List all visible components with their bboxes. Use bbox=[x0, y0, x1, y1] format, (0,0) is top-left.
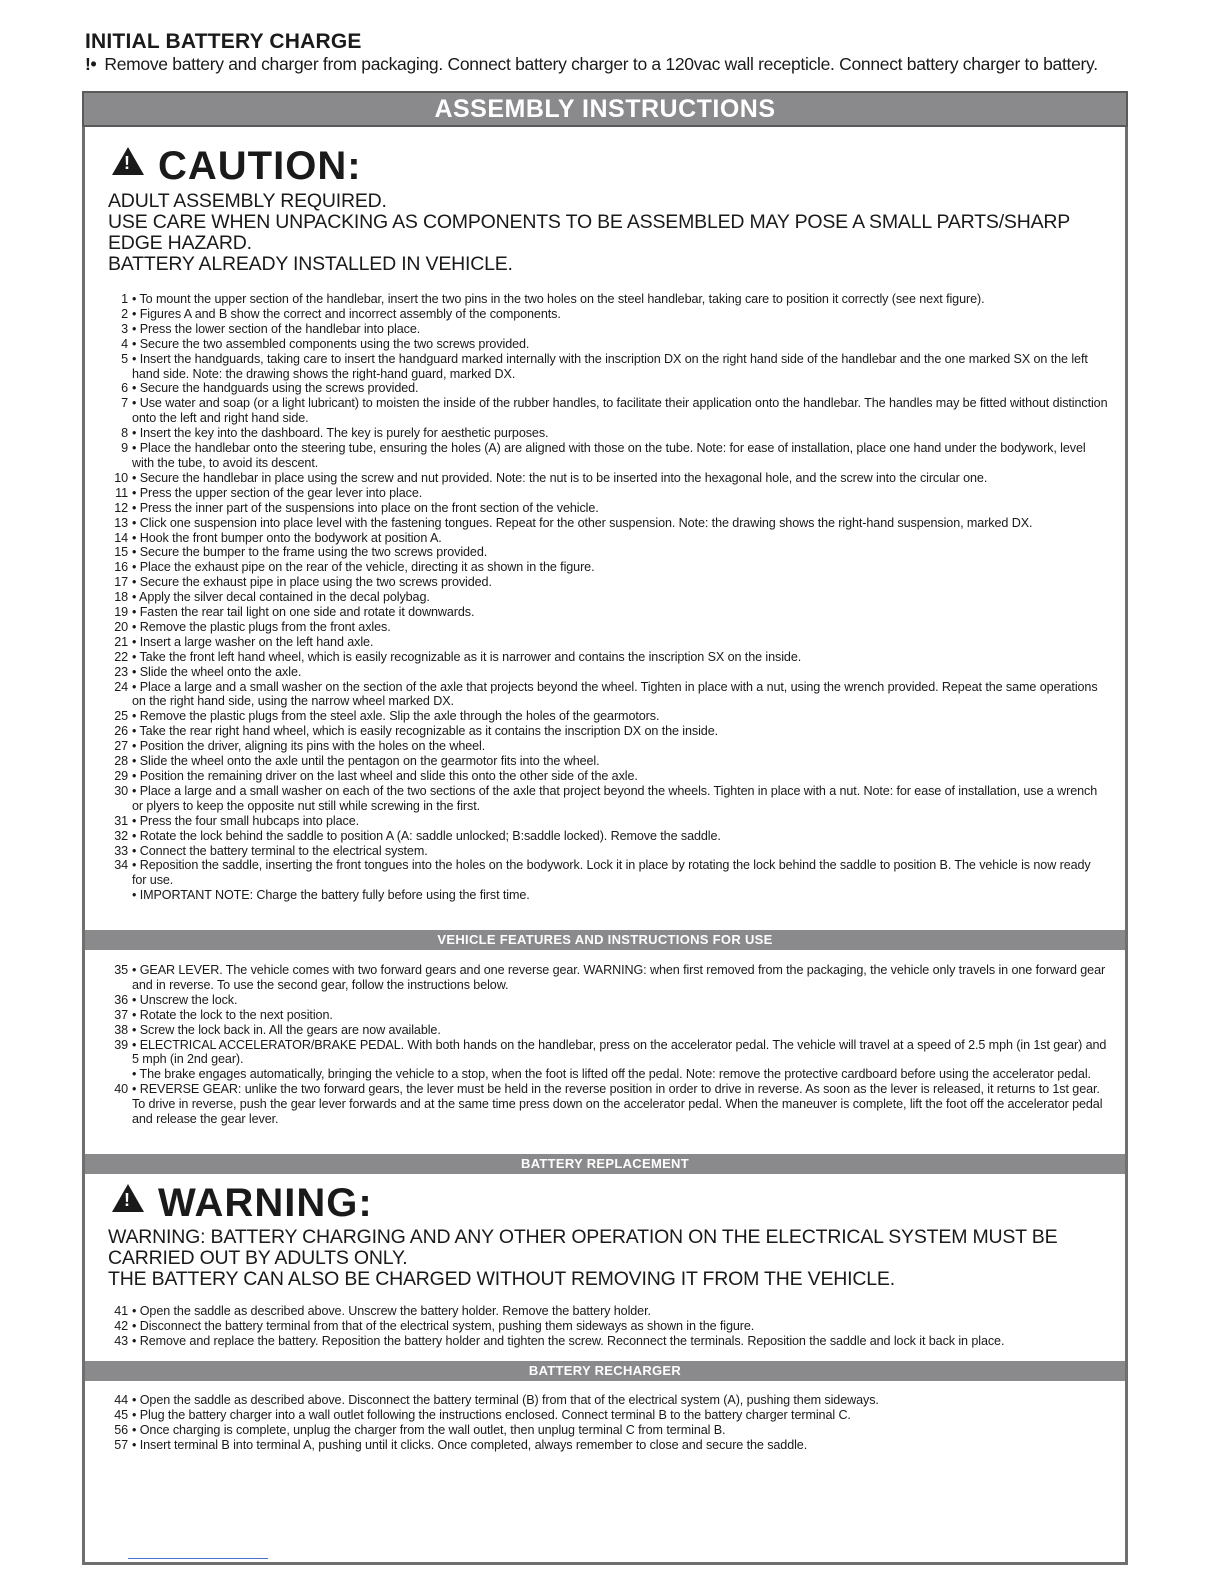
step-text: • To mount the upper section of the handlebar, insert the two pins in the two holes on the steel handlebar, taking care to position it correctly (see next figure). bbox=[128, 292, 1108, 307]
instruction-step bbox=[108, 724, 1108, 739]
step-number: 37 bbox=[114, 1007, 128, 1022]
step-number: 13 bbox=[114, 515, 128, 530]
step-text: • IMPORTANT NOTE: Charge the battery fully before using the first time. bbox=[128, 888, 1108, 903]
step-number: 28 bbox=[114, 754, 128, 769]
assembly-steps-list bbox=[108, 292, 1108, 903]
initial-charge-instruction bbox=[85, 54, 1098, 75]
step-number: 33 bbox=[114, 843, 128, 858]
step-number: 16 bbox=[114, 560, 128, 575]
instruction-step bbox=[108, 1038, 1108, 1068]
step-text: • Open the saddle as described above. Disconnect the battery terminal (B) from that of the electrical system (A), pushing them sideways. bbox=[128, 1393, 1108, 1408]
step-text: • Slide the wheel onto the axle. bbox=[128, 665, 1108, 680]
step-text: • ELECTRICAL ACCELERATOR/BRAKE PEDAL. With both hands on the handlebar, press on the accelerator pedal. The vehicle will travel at a speed of 2.5 mph (in 1st gear) and 5 mph (in 2nd gear). bbox=[128, 1038, 1108, 1068]
caution-heading bbox=[112, 144, 362, 189]
replacement-steps-list bbox=[108, 1304, 1108, 1349]
caution-heading-text: CAUTION: bbox=[158, 144, 362, 188]
step-text: • Open the saddle as described above. Unscrew the battery holder. Remove the battery holder. bbox=[128, 1304, 1108, 1319]
step-text: • Place a large and a small washer on each of the two sections of the axle that project beyond the wheels. Tighten in place with a nut. Note: for ease of installation, use a wrench or plyers to keep the opposite nut still while screwing in the first. bbox=[128, 784, 1108, 814]
step-text: • GEAR LEVER. The vehicle comes with two forward gears and one reverse gear. WARNING: when first removed from the packaging, the vehicle only travels in one forward gear and in reverse. To use the second gear, follow the instructions below. bbox=[128, 963, 1108, 993]
step-number: 6 bbox=[121, 381, 128, 396]
warning-line: THE BATTERY CAN ALSO BE CHARGED WITHOUT REMOVING IT FROM THE VEHICLE. bbox=[108, 1268, 895, 1290]
instruction-step bbox=[108, 471, 1108, 486]
warning-triangle-icon bbox=[112, 1184, 144, 1212]
step-number bbox=[108, 888, 128, 903]
step-number: 45 bbox=[114, 1407, 128, 1422]
step-text: • Unscrew the lock. bbox=[128, 993, 1108, 1008]
step-text: • Press the lower section of the handlebar into place. bbox=[128, 322, 1108, 337]
step-text: • Remove the plastic plugs from the steel axle. Slip the axle through the holes of the gearmotors. bbox=[128, 709, 1108, 724]
instruction-step bbox=[108, 545, 1108, 560]
step-number: 20 bbox=[114, 619, 128, 634]
instruction-step bbox=[108, 1067, 1108, 1082]
instruction-step bbox=[108, 575, 1108, 590]
instruction-step bbox=[108, 814, 1108, 829]
instruction-step bbox=[108, 665, 1108, 680]
step-text: • Plug the battery charger into a wall outlet following the instructions enclosed. Connect terminal B to the battery charger terminal C. bbox=[128, 1408, 1108, 1423]
step-number: 5 bbox=[121, 351, 128, 366]
instruction-step bbox=[108, 322, 1108, 337]
step-text: • Hook the front bumper onto the bodywork at position A. bbox=[128, 531, 1108, 546]
step-text: • Press the upper section of the gear lever into place. bbox=[128, 486, 1108, 501]
instruction-step bbox=[108, 1008, 1108, 1023]
instruction-step bbox=[108, 486, 1108, 501]
step-number: 57 bbox=[114, 1437, 128, 1452]
step-number: 43 bbox=[114, 1333, 128, 1348]
step-text: • Remove and replace the battery. Reposition the battery holder and tighten the screw. Reconnect the terminals. Reposition the saddle and lock it back in place. bbox=[128, 1334, 1108, 1349]
step-number: 39 bbox=[114, 1037, 128, 1052]
step-number: 21 bbox=[114, 634, 128, 649]
step-number: 7 bbox=[121, 396, 128, 411]
step-text: • Slide the wheel onto the axle until the pentagon on the gearmotor fits into the wheel. bbox=[128, 754, 1108, 769]
step-number: 42 bbox=[114, 1318, 128, 1333]
instruction-step bbox=[108, 1304, 1108, 1319]
step-number: 23 bbox=[114, 664, 128, 679]
step-text: • Fasten the rear tail light on one side and rotate it downwards. bbox=[128, 605, 1108, 620]
step-number: 18 bbox=[114, 590, 128, 605]
warning-heading-text: WARNING: bbox=[158, 1181, 373, 1225]
initial-charge-text: Remove battery and charger from packaging. Connect battery charger to a 120vac wall recepticle. Connect battery charger to battery. bbox=[104, 54, 1098, 74]
step-number: 40 bbox=[114, 1082, 128, 1097]
step-number: 9 bbox=[121, 441, 128, 456]
instruction-step bbox=[108, 516, 1108, 531]
step-text: • Take the front left hand wheel, which is easily recognizable as it is narrower and contains the inscription SX on the inside. bbox=[128, 650, 1108, 665]
caution-line: USE CARE WHEN UNPACKING AS COMPONENTS TO BE ASSEMBLED MAY POSE A SMALL PARTS/SHARP EDGE HAZARD. bbox=[108, 211, 1070, 254]
step-number: 41 bbox=[114, 1304, 128, 1318]
instruction-step bbox=[108, 680, 1108, 710]
instruction-step bbox=[108, 858, 1108, 888]
instruction-step bbox=[108, 1408, 1108, 1423]
instruction-step bbox=[108, 1023, 1108, 1038]
instruction-step bbox=[108, 605, 1108, 620]
instruction-step bbox=[108, 307, 1108, 322]
step-text: • Insert the handguards, taking care to insert the handguard marked internally with the inscription DX on the right hand side of the handlebar and the one marked SX on the left hand side. Note: the drawing shows the right-hand guard, marked DX. bbox=[128, 352, 1108, 382]
feature-steps-list bbox=[108, 963, 1108, 1127]
step-text: • Insert the key into the dashboard. The key is purely for aesthetic purposes. bbox=[128, 426, 1108, 441]
instruction-step bbox=[108, 337, 1108, 352]
instruction-step bbox=[108, 620, 1108, 635]
instruction-step bbox=[108, 381, 1108, 396]
alert-bullet: !• bbox=[85, 54, 97, 74]
step-number: 19 bbox=[114, 605, 128, 620]
step-number: 31 bbox=[114, 813, 128, 828]
step-text: • Press the inner part of the suspensions into place on the front section of the vehicle. bbox=[128, 501, 1108, 516]
step-number: 56 bbox=[114, 1422, 128, 1437]
instruction-step bbox=[108, 441, 1108, 471]
instruction-step bbox=[108, 784, 1108, 814]
warning-line: WARNING: BATTERY CHARGING AND ANY OTHER OPERATION ON THE ELECTRICAL SYSTEM MUST BE CARRIED OUT BY ADULTS ONLY. bbox=[108, 1226, 1058, 1269]
instruction-step bbox=[108, 352, 1108, 382]
instruction-step bbox=[108, 1319, 1108, 1334]
step-text: • Place the handlebar onto the steering tube, ensuring the holes (A) are aligned with those on the tube. Note: for ease of installation, place one hand under the bodywork, level with the tube, to avoid its descent. bbox=[128, 441, 1108, 471]
instruction-step bbox=[108, 1334, 1108, 1349]
step-text: • Once charging is complete, unplug the charger from the wall outlet, then unplug terminal C from terminal B. bbox=[128, 1423, 1108, 1438]
step-text: • Screw the lock back in. All the gears are now available. bbox=[128, 1023, 1108, 1038]
instruction-step bbox=[108, 292, 1108, 307]
step-number: 32 bbox=[114, 828, 128, 843]
step-text: • Secure the exhaust pipe in place using the two screws provided. bbox=[128, 575, 1108, 590]
step-text: • Use water and soap (or a light lubricant) to moisten the inside of the rubber handles, to facilitate their application onto the handlebar. The handles may be fitted without distinction onto the left and right hand side. bbox=[128, 396, 1108, 426]
step-number: 8 bbox=[121, 426, 128, 441]
initial-charge-title: INITIAL BATTERY CHARGE bbox=[85, 30, 362, 53]
instruction-step bbox=[108, 739, 1108, 754]
step-number: 4 bbox=[121, 336, 128, 351]
warning-heading bbox=[112, 1181, 373, 1226]
step-number: 10 bbox=[114, 470, 128, 485]
step-number: 35 bbox=[114, 963, 128, 977]
instruction-step bbox=[108, 769, 1108, 784]
step-text: • Take the rear right hand wheel, which is easily recognizable as it contains the inscription DX on the inside. bbox=[128, 724, 1108, 739]
instruction-step bbox=[108, 709, 1108, 724]
step-text: • Place a large and a small washer on the section of the axle that projects beyond the wheel. Tighten in place with a nut, using the wrench provided. Repeat the same operations on the right hand side, using the narrow wheel marked DX. bbox=[128, 680, 1108, 710]
step-number: 22 bbox=[114, 649, 128, 664]
step-number bbox=[108, 1067, 128, 1082]
step-number: 30 bbox=[114, 783, 128, 798]
step-number: 3 bbox=[121, 321, 128, 336]
instruction-step bbox=[108, 888, 1108, 903]
step-text: • Position the remaining driver on the last wheel and slide this onto the other side of the axle. bbox=[128, 769, 1108, 784]
step-text: • Position the driver, aligning its pins with the holes on the wheel. bbox=[128, 739, 1108, 754]
caution-line: ADULT ASSEMBLY REQUIRED. bbox=[108, 190, 387, 212]
step-text: • Reposition the saddle, inserting the front tongues into the holes on the bodywork. Lock it in place by rotating the lock behind the saddle to position B. The vehicle is now ready for use. bbox=[128, 858, 1108, 888]
step-number: 17 bbox=[114, 575, 128, 590]
step-number: 14 bbox=[114, 530, 128, 545]
step-number: 38 bbox=[114, 1022, 128, 1037]
step-text: • Figures A and B show the correct and incorrect assembly of the components. bbox=[128, 307, 1108, 322]
step-text: • Secure the handlebar in place using the screw and nut provided. Note: the nut is to be inserted into the hexagonal hole, and the screw into the circular one. bbox=[128, 471, 1108, 486]
step-number: 29 bbox=[114, 769, 128, 783]
step-text: • Rotate the lock behind the saddle to position A (A: saddle unlocked; B:saddle locked). Remove the saddle. bbox=[128, 829, 1108, 844]
assembly-instructions-banner: ASSEMBLY INSTRUCTIONS bbox=[82, 91, 1128, 127]
instruction-step bbox=[108, 1393, 1108, 1408]
step-number: 34 bbox=[114, 858, 128, 873]
step-number: 24 bbox=[114, 679, 128, 694]
step-text: • Press the four small hubcaps into place. bbox=[128, 814, 1108, 829]
instruction-step bbox=[108, 754, 1108, 769]
step-text: • Connect the battery terminal to the electrical system. bbox=[128, 844, 1108, 859]
instruction-step bbox=[108, 993, 1108, 1008]
step-text: • REVERSE GEAR: unlike the two forward gears, the lever must be held in the reverse position in order to drive in reverse. As soon as the lever is released, it returns to 1st gear. To drive in reverse, push the gear lever forwards and at the same time press down on the accelerator pedal. When the maneuver is complete, lift the foot off the accelerator pedal and release the gear lever. bbox=[128, 1082, 1108, 1127]
instruction-step bbox=[108, 963, 1108, 993]
battery-replacement-bar: BATTERY REPLACEMENT bbox=[85, 1154, 1125, 1174]
instruction-step bbox=[108, 1423, 1108, 1438]
step-text: • Disconnect the battery terminal from that of the electrical system, pushing them sideways as shown in the figure. bbox=[128, 1319, 1108, 1334]
step-number: 36 bbox=[114, 992, 128, 1007]
step-number: 44 bbox=[114, 1393, 128, 1407]
step-text: • The brake engages automatically, bringing the vehicle to a stop, when the foot is lifted off the pedal. Note: remove the protective cardboard before using the accelerator pedal. bbox=[128, 1067, 1108, 1082]
step-text: • Apply the silver decal contained in the decal polybag. bbox=[128, 590, 1108, 605]
instruction-step bbox=[108, 1438, 1108, 1453]
recharger-steps-list bbox=[108, 1393, 1108, 1453]
step-text: • Remove the plastic plugs from the front axles. bbox=[128, 620, 1108, 635]
instruction-step bbox=[108, 426, 1108, 441]
instruction-step bbox=[108, 501, 1108, 516]
step-text: • Rotate the lock to the next position. bbox=[128, 1008, 1108, 1023]
step-text: • Insert a large washer on the left hand axle. bbox=[128, 635, 1108, 650]
step-text: • Insert terminal B into terminal A, pushing until it clicks. Once completed, always remember to close and secure the saddle. bbox=[128, 1438, 1108, 1453]
caution-text bbox=[108, 191, 1108, 275]
step-text: • Secure the handguards using the screws provided. bbox=[128, 381, 1108, 396]
instruction-step bbox=[108, 635, 1108, 650]
step-text: • Place the exhaust pipe on the rear of the vehicle, directing it as shown in the figure. bbox=[128, 560, 1108, 575]
step-text: • Secure the two assembled components using the two screws provided. bbox=[128, 337, 1108, 352]
step-text: • Secure the bumper to the frame using the two screws provided. bbox=[128, 545, 1108, 560]
step-number: 11 bbox=[115, 485, 128, 500]
warning-text bbox=[108, 1227, 1108, 1290]
instruction-step bbox=[108, 1082, 1108, 1127]
step-number: 12 bbox=[114, 500, 128, 515]
battery-recharger-bar: BATTERY RECHARGER bbox=[85, 1361, 1125, 1381]
instruction-step bbox=[108, 531, 1108, 546]
footer-link-underline bbox=[128, 1558, 268, 1559]
caution-line: BATTERY ALREADY INSTALLED IN VEHICLE. bbox=[108, 253, 513, 275]
step-number: 25 bbox=[114, 709, 128, 724]
instruction-step bbox=[108, 829, 1108, 844]
instruction-step bbox=[108, 396, 1108, 426]
instruction-step bbox=[108, 844, 1108, 859]
instruction-step bbox=[108, 590, 1108, 605]
vehicle-features-bar: VEHICLE FEATURES AND INSTRUCTIONS FOR USE bbox=[85, 930, 1125, 950]
instruction-step bbox=[108, 560, 1108, 575]
step-number: 27 bbox=[114, 739, 128, 754]
warning-triangle-icon bbox=[112, 147, 144, 175]
step-number: 15 bbox=[114, 545, 128, 560]
step-number: 26 bbox=[114, 724, 128, 739]
step-number: 2 bbox=[121, 306, 128, 321]
step-number: 1 bbox=[121, 292, 128, 306]
instruction-step bbox=[108, 650, 1108, 665]
step-text: • Click one suspension into place level with the fastening tongues. Repeat for the other suspension. Note: the drawing shows the right-hand suspension, marked DX. bbox=[128, 516, 1108, 531]
